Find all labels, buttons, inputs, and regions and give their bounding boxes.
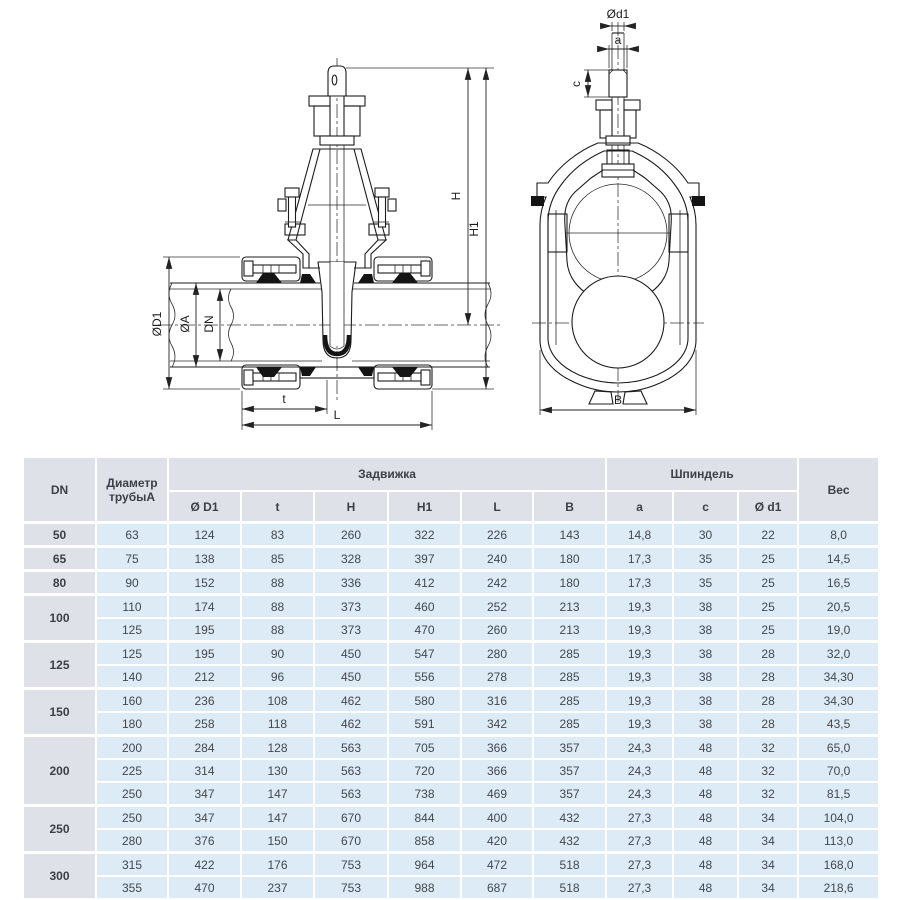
table-row: [23, 782, 879, 806]
table-cell: 32,0: [798, 642, 879, 666]
dim-label-dn: DN: [202, 315, 216, 333]
table-cell: 258: [168, 712, 241, 736]
table-cell: 285: [533, 689, 606, 713]
table-cell: 213: [533, 618, 606, 642]
table-row: [23, 876, 879, 899]
sub-col-header: H1: [388, 491, 461, 523]
table-cell: 138: [168, 547, 241, 571]
table-body: [23, 523, 879, 900]
table-cell: 460: [388, 595, 461, 619]
table-cell: 357: [533, 759, 606, 782]
table-cell: 65,0: [798, 736, 879, 760]
table-cell: 35: [673, 571, 738, 595]
table-cell: 420: [461, 829, 533, 853]
table-cell: 143: [533, 523, 606, 547]
table-cell: 48: [673, 876, 738, 899]
dim-label-d1-spindle: Ød1: [606, 7, 630, 21]
table-cell: 218,6: [798, 876, 879, 899]
table-cell: 563: [314, 782, 388, 806]
sub-col-header: t: [241, 491, 314, 523]
table-cell: 366: [461, 759, 533, 782]
table-cell: 260: [461, 618, 533, 642]
table-cell: 150: [241, 829, 314, 853]
table-cell: 347: [168, 806, 241, 830]
table-cell: 432: [533, 806, 606, 830]
table-cell: 366: [461, 736, 533, 760]
table-row: [23, 736, 879, 760]
table-cell: 357: [533, 736, 606, 760]
table-cell: 753: [314, 853, 388, 877]
dn-cell: 125: [23, 642, 96, 689]
table-cell: 236: [168, 689, 241, 713]
table-cell: 242: [461, 571, 533, 595]
table-cell: 195: [168, 618, 241, 642]
dn-cell: 150: [23, 689, 96, 736]
table-cell: 75: [96, 547, 168, 571]
table-cell: 280: [461, 642, 533, 666]
col-header-pipe-diameter: Диаметр трубыА: [96, 457, 168, 523]
table-cell: 104,0: [798, 806, 879, 830]
table-row: [23, 618, 879, 642]
table-cell: 200: [96, 736, 168, 760]
table-cell: 30: [673, 523, 738, 547]
table-cell: 17,3: [606, 571, 673, 595]
table-cell: 844: [388, 806, 461, 830]
sub-col-header: a: [606, 491, 673, 523]
front-dimensions: [150, 68, 494, 430]
table-cell: 738: [388, 782, 461, 806]
table-cell: 90: [241, 642, 314, 666]
dim-label-b: B: [613, 393, 623, 407]
table-cell: 147: [241, 782, 314, 806]
table-row: [23, 712, 879, 736]
table-cell: 19,3: [606, 595, 673, 619]
table-cell: 43,5: [798, 712, 879, 736]
table-cell: 24,3: [606, 782, 673, 806]
dim-label-a-outer: ØA: [178, 315, 192, 333]
table-cell: 34,30: [798, 665, 879, 689]
table-cell: 168,0: [798, 853, 879, 877]
table-cell: 16,5: [798, 571, 879, 595]
table-cell: 27,3: [606, 853, 673, 877]
side-view: [531, 7, 705, 415]
table-cell: 314: [168, 759, 241, 782]
table-cell: 225: [96, 759, 168, 782]
table-cell: 373: [314, 618, 388, 642]
table-cell: 35: [673, 547, 738, 571]
table-row: [23, 829, 879, 853]
table-cell: 470: [168, 876, 241, 899]
table-cell: 88: [241, 571, 314, 595]
table-cell: 118: [241, 712, 314, 736]
table-cell: 285: [533, 642, 606, 666]
table-cell: 34: [738, 853, 798, 877]
table-cell: 28: [738, 712, 798, 736]
table-cell: 90: [96, 571, 168, 595]
table-cell: 422: [168, 853, 241, 877]
table-cell: 125: [96, 642, 168, 666]
table-cell: 412: [388, 571, 461, 595]
table-cell: 472: [461, 853, 533, 877]
table-row: [23, 853, 879, 877]
table-cell: 48: [673, 782, 738, 806]
dim-label-l: L: [333, 408, 341, 422]
table-cell: 250: [96, 782, 168, 806]
table-cell: 670: [314, 806, 388, 830]
table-cell: 432: [533, 829, 606, 853]
table-row: [23, 595, 879, 619]
table-header: [23, 457, 879, 523]
table-cell: 322: [388, 523, 461, 547]
dn-cell: 100: [23, 595, 96, 642]
table-cell: 720: [388, 759, 461, 782]
table-cell: 591: [388, 712, 461, 736]
table-cell: 70,0: [798, 759, 879, 782]
table-cell: 518: [533, 876, 606, 899]
table-cell: 336: [314, 571, 388, 595]
table-cell: 237: [241, 876, 314, 899]
table-cell: 260: [314, 523, 388, 547]
spindle-square: [609, 70, 627, 97]
table-cell: 240: [461, 547, 533, 571]
table-cell: 285: [533, 665, 606, 689]
table-cell: 705: [388, 736, 461, 760]
table-cell: 63: [96, 523, 168, 547]
table-cell: 470: [388, 618, 461, 642]
table-cell: 24,3: [606, 759, 673, 782]
table-cell: 518: [533, 853, 606, 877]
table-cell: 152: [168, 571, 241, 595]
dn-cell: 50: [23, 523, 96, 547]
table-cell: 140: [96, 665, 168, 689]
table-cell: 450: [314, 665, 388, 689]
table-cell: 28: [738, 665, 798, 689]
table-cell: 580: [388, 689, 461, 713]
table-cell: 48: [673, 759, 738, 782]
table-cell: 563: [314, 759, 388, 782]
table-cell: 19,3: [606, 618, 673, 642]
table-cell: 32: [738, 782, 798, 806]
table-cell: 32: [738, 759, 798, 782]
table-cell: 376: [168, 829, 241, 853]
table-cell: 22: [738, 523, 798, 547]
table-cell: 25: [738, 571, 798, 595]
table-cell: 38: [673, 712, 738, 736]
table-cell: 988: [388, 876, 461, 899]
table-cell: 285: [533, 712, 606, 736]
table-cell: 128: [241, 736, 314, 760]
dim-label-t: t: [282, 392, 286, 406]
table-row: [23, 759, 879, 782]
table-cell: 113,0: [798, 829, 879, 853]
table-cell: 753: [314, 876, 388, 899]
table-cell: 176: [241, 853, 314, 877]
dim-label-h: H: [449, 191, 463, 201]
table-cell: 180: [96, 712, 168, 736]
gland-ring: [320, 136, 354, 145]
table-row: [23, 547, 879, 571]
table-cell: 964: [388, 853, 461, 877]
table-cell: 25: [738, 547, 798, 571]
table-cell: 8,0: [798, 523, 879, 547]
dim-label-h1: H1: [467, 221, 481, 237]
table-cell: 96: [241, 665, 314, 689]
table-cell: 130: [241, 759, 314, 782]
table-cell: 212: [168, 665, 241, 689]
table-cell: 34: [738, 806, 798, 830]
table-cell: 284: [168, 736, 241, 760]
table-cell: 556: [388, 665, 461, 689]
table-cell: 469: [461, 782, 533, 806]
table-cell: 85: [241, 547, 314, 571]
table-cell: 110: [96, 595, 168, 619]
table-cell: 180: [533, 571, 606, 595]
table-cell: 48: [673, 736, 738, 760]
table-cell: 48: [673, 853, 738, 877]
table-cell: 213: [533, 595, 606, 619]
table-cell: 342: [461, 712, 533, 736]
table-cell: 397: [388, 547, 461, 571]
bore-circle: [572, 276, 664, 368]
table-cell: 32: [738, 736, 798, 760]
table-cell: 328: [314, 547, 388, 571]
table-cell: 195: [168, 642, 241, 666]
table-cell: 687: [461, 876, 533, 899]
table-cell: 27,3: [606, 876, 673, 899]
dn-cell: 250: [23, 806, 96, 853]
table-row: [23, 642, 879, 666]
table-cell: 462: [314, 689, 388, 713]
table-cell: 563: [314, 736, 388, 760]
table-cell: 19,0: [798, 618, 879, 642]
table-cell: 355: [96, 876, 168, 899]
table-cell: 34,30: [798, 689, 879, 713]
table-cell: 280: [96, 829, 168, 853]
group-header-spindle: Шпиндель: [606, 457, 798, 491]
table-cell: 19,3: [606, 642, 673, 666]
table-row: [23, 806, 879, 830]
table-cell: 88: [241, 618, 314, 642]
table-cell: 14,5: [798, 547, 879, 571]
table-cell: 250: [96, 806, 168, 830]
table-cell: 27,3: [606, 806, 673, 830]
table-row: [23, 571, 879, 595]
sub-col-header: c: [673, 491, 738, 523]
table-row: [23, 523, 879, 547]
table-cell: 400: [461, 806, 533, 830]
table-cell: 316: [461, 689, 533, 713]
table-cell: 347: [168, 782, 241, 806]
table-cell: 48: [673, 806, 738, 830]
table-cell: 25: [738, 618, 798, 642]
table-row: [23, 665, 879, 689]
dim-label-a: a: [614, 33, 622, 47]
table-cell: 25: [738, 595, 798, 619]
table-cell: 180: [533, 547, 606, 571]
table-cell: 83: [241, 523, 314, 547]
dim-label-c: c: [569, 81, 583, 87]
gate-wedge-front: [318, 262, 356, 358]
sub-col-header: L: [461, 491, 533, 523]
table-cell: 160: [96, 689, 168, 713]
table-cell: 17,3: [606, 547, 673, 571]
table-cell: 14,8: [606, 523, 673, 547]
table-cell: 38: [673, 595, 738, 619]
table-cell: 48: [673, 829, 738, 853]
col-header-weight: Вес: [798, 457, 879, 523]
table-cell: 147: [241, 806, 314, 830]
table-cell: 28: [738, 689, 798, 713]
dn-cell: 200: [23, 736, 96, 806]
table-cell: 38: [673, 689, 738, 713]
table-cell: 547: [388, 642, 461, 666]
table-cell: 34: [738, 876, 798, 899]
table-cell: 20,5: [798, 595, 879, 619]
table-cell: 108: [241, 689, 314, 713]
sub-col-header: Ø d1: [738, 491, 798, 523]
col-header-dn: DN: [23, 457, 96, 523]
table-cell: 278: [461, 665, 533, 689]
table-cell: 24,3: [606, 736, 673, 760]
dimensions-table: [22, 456, 880, 900]
front-view: [150, 58, 500, 430]
table-row: [23, 689, 879, 713]
table-cell: 34: [738, 829, 798, 853]
table-cell: 38: [673, 642, 738, 666]
dn-cell: 80: [23, 571, 96, 595]
table-cell: 858: [388, 829, 461, 853]
table-cell: 226: [461, 523, 533, 547]
table-cell: 28: [738, 642, 798, 666]
table-cell: 19,3: [606, 665, 673, 689]
sub-col-header: H: [314, 491, 388, 523]
group-header-valve: Задвижка: [168, 457, 606, 491]
spec-table-container: [22, 456, 880, 900]
table-cell: 38: [673, 665, 738, 689]
table-cell: 373: [314, 595, 388, 619]
table-cell: 315: [96, 853, 168, 877]
table-cell: 124: [168, 523, 241, 547]
dn-cell: 300: [23, 853, 96, 900]
table-cell: 81,5: [798, 782, 879, 806]
table-cell: 125: [96, 618, 168, 642]
table-cell: 19,3: [606, 689, 673, 713]
table-cell: 19,3: [606, 712, 673, 736]
table-cell: 357: [533, 782, 606, 806]
table-cell: 670: [314, 829, 388, 853]
table-cell: 462: [314, 712, 388, 736]
dim-label-d1-outer: ØD1: [150, 311, 164, 337]
table-cell: 252: [461, 595, 533, 619]
table-cell: 174: [168, 595, 241, 619]
table-cell: 88: [241, 595, 314, 619]
dn-cell: 65: [23, 547, 96, 571]
sub-col-header: B: [533, 491, 606, 523]
table-cell: 450: [314, 642, 388, 666]
table-cell: 27,3: [606, 829, 673, 853]
table-cell: 38: [673, 618, 738, 642]
sub-col-header: Ø D1: [168, 491, 241, 523]
